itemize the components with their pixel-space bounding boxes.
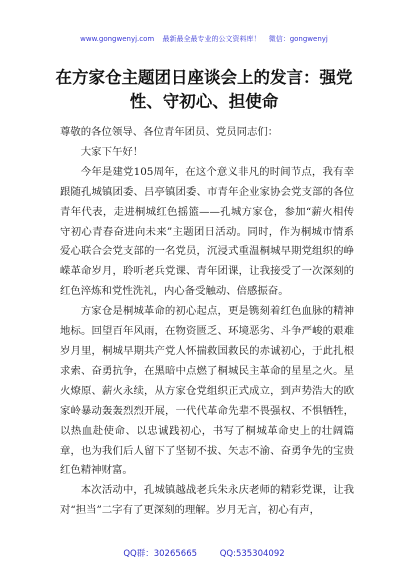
footer-qq: QQ:535304092: [219, 549, 285, 559]
header-tagline: 最新最全最专业的公文资料库！: [162, 35, 261, 43]
paragraph-2: 方家仓是桐城革命的初心起点，更是镌刻着红色血脉的精神地标。回望百年风雨，在物资匮乏、环境恶劣、斗争严峻的艰难岁月里，桐城早期共产党人怀揣救国救民的赤诚初心，于此扎根求索、奋勇抗争，在黑暗中点燃了桐城民主革命的星星之火。星火燎原、薪火永续，从方家仓党组织正式成立，到声势浩大的欧家岭暴动轰轰烈烈开展，一代代革命先辈不畏强权、不惧牺牲，以热血赴使命、以忠诚践初心，书写了桐城革命史上的壮阔篇章，也为我们后人留下了坚韧不拔、矢志不渝、奋勇争先的宝贵红色精神财富。: [60, 305, 354, 477]
paragraph-3: 本次活动中，孔城镇越战老兵朱永庆老师的精彩党课，让我对“担当”二字有了更深刻的理解。岁月无言，初心有声，: [60, 484, 354, 517]
footer-qq-group: QQ群：30265665: [123, 549, 198, 559]
document-title: 在方家仓主题团日座谈会上的发言：强党性、守初心、担使命: [55, 68, 353, 111]
document-body: [60, 123, 354, 521]
greeting: 大家下午好！: [80, 145, 144, 158]
page-header: [0, 34, 408, 44]
paragraph-1: 今年是建党105周年，在这个意义非凡的时间节点，我有幸跟随孔城镇团委、吕亭镇团委、市青年企业家协会党支部的各位青年代表，走进桐城红色摇篮——孔城方家仓，参加“薪火相传守初心青春奋进向未来”主题团日活动。同时，作为桐城市情系爱心联合会党支部的一名党员，沉浸式重温桐城早期党组织的峥嵘革命岁月，聆听老兵党课、青年团课，让我接受了一次深刻的红色淬炼和党性洗礼，内心备受触动、倍感振奋。: [60, 165, 354, 298]
salutation: 尊敬的各位领导、各位青年团员、党员同志们：: [60, 126, 279, 138]
header-site-link[interactable]: www.gongwenyj.com: [80, 35, 155, 43]
header-wechat: 微信：gongwenyj: [268, 35, 328, 43]
page-footer: [0, 547, 408, 559]
